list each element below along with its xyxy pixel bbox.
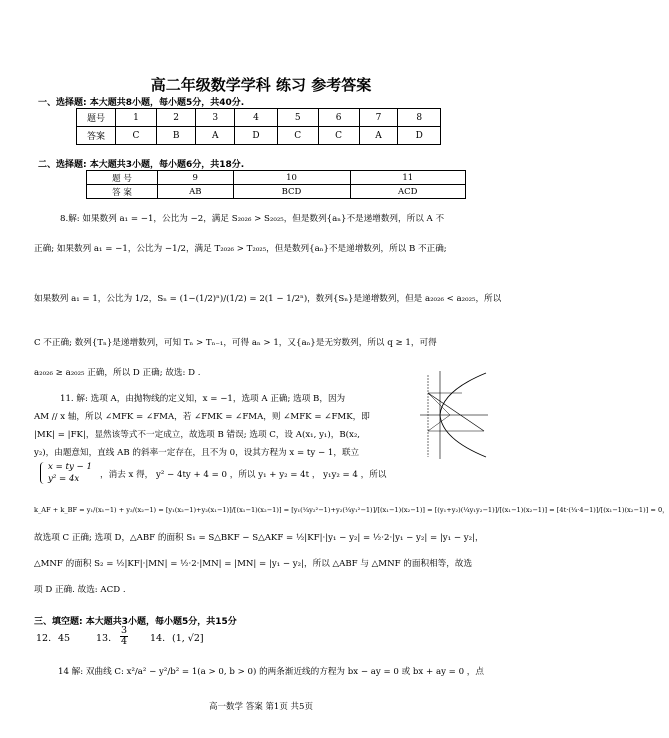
table-cell: ACD [350, 185, 466, 199]
answer-14: (1, √2] [172, 633, 204, 644]
table-cell: 10 [233, 171, 350, 185]
system-eq-2: y² = 4x [48, 474, 80, 484]
answer-12-label: 12. [36, 633, 52, 644]
q8-line-3: 如果数列 a₁ = 1，公比为 1/2，Sₙ = (1−(1/2)ⁿ)/(1/2) = 2(1 − 1/2ⁿ)，数列{Sₙ}是递增数列，但是 a₂₀₂₆ < a₂₀₂₅，所以 [34, 294, 502, 304]
table-cell: 11 [350, 171, 466, 185]
answer-13-label: 13. [96, 633, 112, 644]
answer-table-1 [76, 108, 441, 145]
chord-line [428, 393, 484, 431]
answer-14-label: 14. [150, 633, 166, 644]
q11-line-6: k_AF + k_BF = y₁/(x₁−1) + y₂/(x₂−1) = [y₁(x₂−1)+y₂(x₁−1)]/[(x₁−1)(x₂−1)] = [y₁(¼y₂²−1)+y₂(¼y₁²−1)]/[(x₁−1)(x₂−1)] = [(y₁+y₂)(¼y₁y₂−1)]/[(x₁−1)(x₂−1)] = [4t·(¼·4−1)]/[(x₁−1)(x₂−1)] = 0， [34, 506, 669, 514]
table-cell: 8 [398, 109, 441, 127]
q8-line-1: 8.解: 如果数列 a₁ = −1，公比为 −2，满足 S₂₀₂₆ > S₂₀₂₅，但是数列{aₙ}不是递增数列，所以 A 不 [60, 214, 445, 224]
q11-line-7: 故选项 C 正确; 选项 D，△ABF 的面积 S₁ = S△BKF − S△AKF = ½|KF|·|y₁ − y₂| = ½·2·|y₁ − y₂| = |y₁ − y₂|， [34, 533, 484, 543]
answer-table-2 [86, 170, 466, 199]
section3-header: 三、填空题: 本大题共3小题，每小题5分，共15分 [34, 617, 237, 627]
q11-line-9: 项 D 正确. 故选: ACD . [34, 585, 126, 595]
table-cell: B [156, 127, 196, 145]
focus-line [428, 393, 450, 415]
table-cell: 1 [116, 109, 157, 127]
q11-line-8: △MNF 的面积 S₂ = ½|KF|·|MN| = ½·2·|MN| = |MN| = |y₁ − y₂|，所以 △ABF 与 △MNF 的面积相等，故选 [34, 559, 473, 569]
q11-line-1: 11. 解: 选项 A，由抛物线的定义知，x = −1，选项 A 正确; 选项 B，因为 [60, 394, 346, 404]
equation-brace [40, 462, 47, 484]
table-row [87, 185, 466, 199]
table-cell: AB [158, 185, 234, 199]
table-cell: 2 [156, 109, 196, 127]
q14-line-1: 14 解: 双曲线 C: x²/a² − y²/b² = 1(a > 0, b > 0) 的两条渐近线的方程为 bx − ay = 0 或 bx + ay = 0 ，点 [58, 667, 484, 677]
page-footer: 高一数学 答案 第1页 共5页 [209, 702, 313, 712]
answer-12: 45 [58, 633, 71, 644]
q8-line-2: 正确; 如果数列 a₁ = −1，公比为 −1/2，满足 T₂₀₂₆ > T₂₀₂₅，但是数列{aₙ}不是递增数列，所以 B 不正确; [34, 244, 447, 254]
section2-header: 二、选择题: 本大题共3小题，每小题6分，共18分. [38, 160, 245, 170]
table-header-cell: 答 案 [87, 185, 158, 199]
table-cell: A [359, 127, 398, 145]
table-cell: 4 [235, 109, 278, 127]
table-row [87, 171, 466, 185]
table-row [77, 109, 441, 127]
table-header-cell: 答案 [77, 127, 116, 145]
q8-line-5: a₂₀₂₆ ≥ a₂₀₂₅ 正确，所以 D 正确; 故选: D . [34, 368, 201, 378]
answer-13-denominator: 4 [121, 635, 128, 647]
page-title: 高二年级数学学科 练习 参考答案 [150, 76, 372, 94]
parabola-figure [418, 369, 490, 461]
table-cell: 5 [277, 109, 318, 127]
q11-line-3: |MK| = |FK|，显然该等式不一定成立，故选项 B 错误; 选项 C，设 A(x₁, y₁)，B(x₂, [34, 430, 361, 440]
table-cell: C [277, 127, 318, 145]
q11-line-5: ，消去 x 得， y² − 4ty + 4 = 0 ，所以 y₁ + y₂ = 4t ， y₁y₂ = 4 ，所以 [100, 470, 387, 480]
q8-line-4: C 不正确; 数列{Tₙ}是递增数列，可知 Tₙ > Tₙ₋₁，可得 aₙ > 1，又{aₙ}是无穷数列，所以 q ≥ 1，可得 [34, 338, 437, 348]
table-cell: D [235, 127, 278, 145]
table-cell: 3 [196, 109, 235, 127]
table-cell: A [196, 127, 235, 145]
q11-line-2: AM // x 轴，所以 ∠MFK = ∠FMA，若 ∠FMK = ∠FMA，则 ∠MFK = ∠FMK，即 [34, 412, 370, 422]
table-cell: BCD [233, 185, 350, 199]
table-header-cell: 题 号 [87, 171, 158, 185]
table-header-cell: 题号 [77, 109, 116, 127]
table-cell: C [318, 127, 359, 145]
focus-line [428, 415, 450, 431]
q11-line-4: y₂)，由题意知，直线 AB 的斜率一定存在，且不为 0，设其方程为 x = ty − 1，联立 [34, 448, 360, 458]
table-cell: 6 [318, 109, 359, 127]
table-row [77, 127, 441, 145]
table-cell: 7 [359, 109, 398, 127]
answer-13-fraction [120, 626, 128, 647]
section1-header: 一、选择题: 本大题共8小题，每小题5分，共40分. [38, 98, 245, 108]
table-cell: C [116, 127, 157, 145]
table-cell: D [398, 127, 441, 145]
table-cell: 9 [158, 171, 234, 185]
answer-13 [120, 626, 128, 647]
answer-13-numerator: 3 [121, 625, 128, 636]
system-eq-1: x = ty − 1 [48, 462, 92, 472]
